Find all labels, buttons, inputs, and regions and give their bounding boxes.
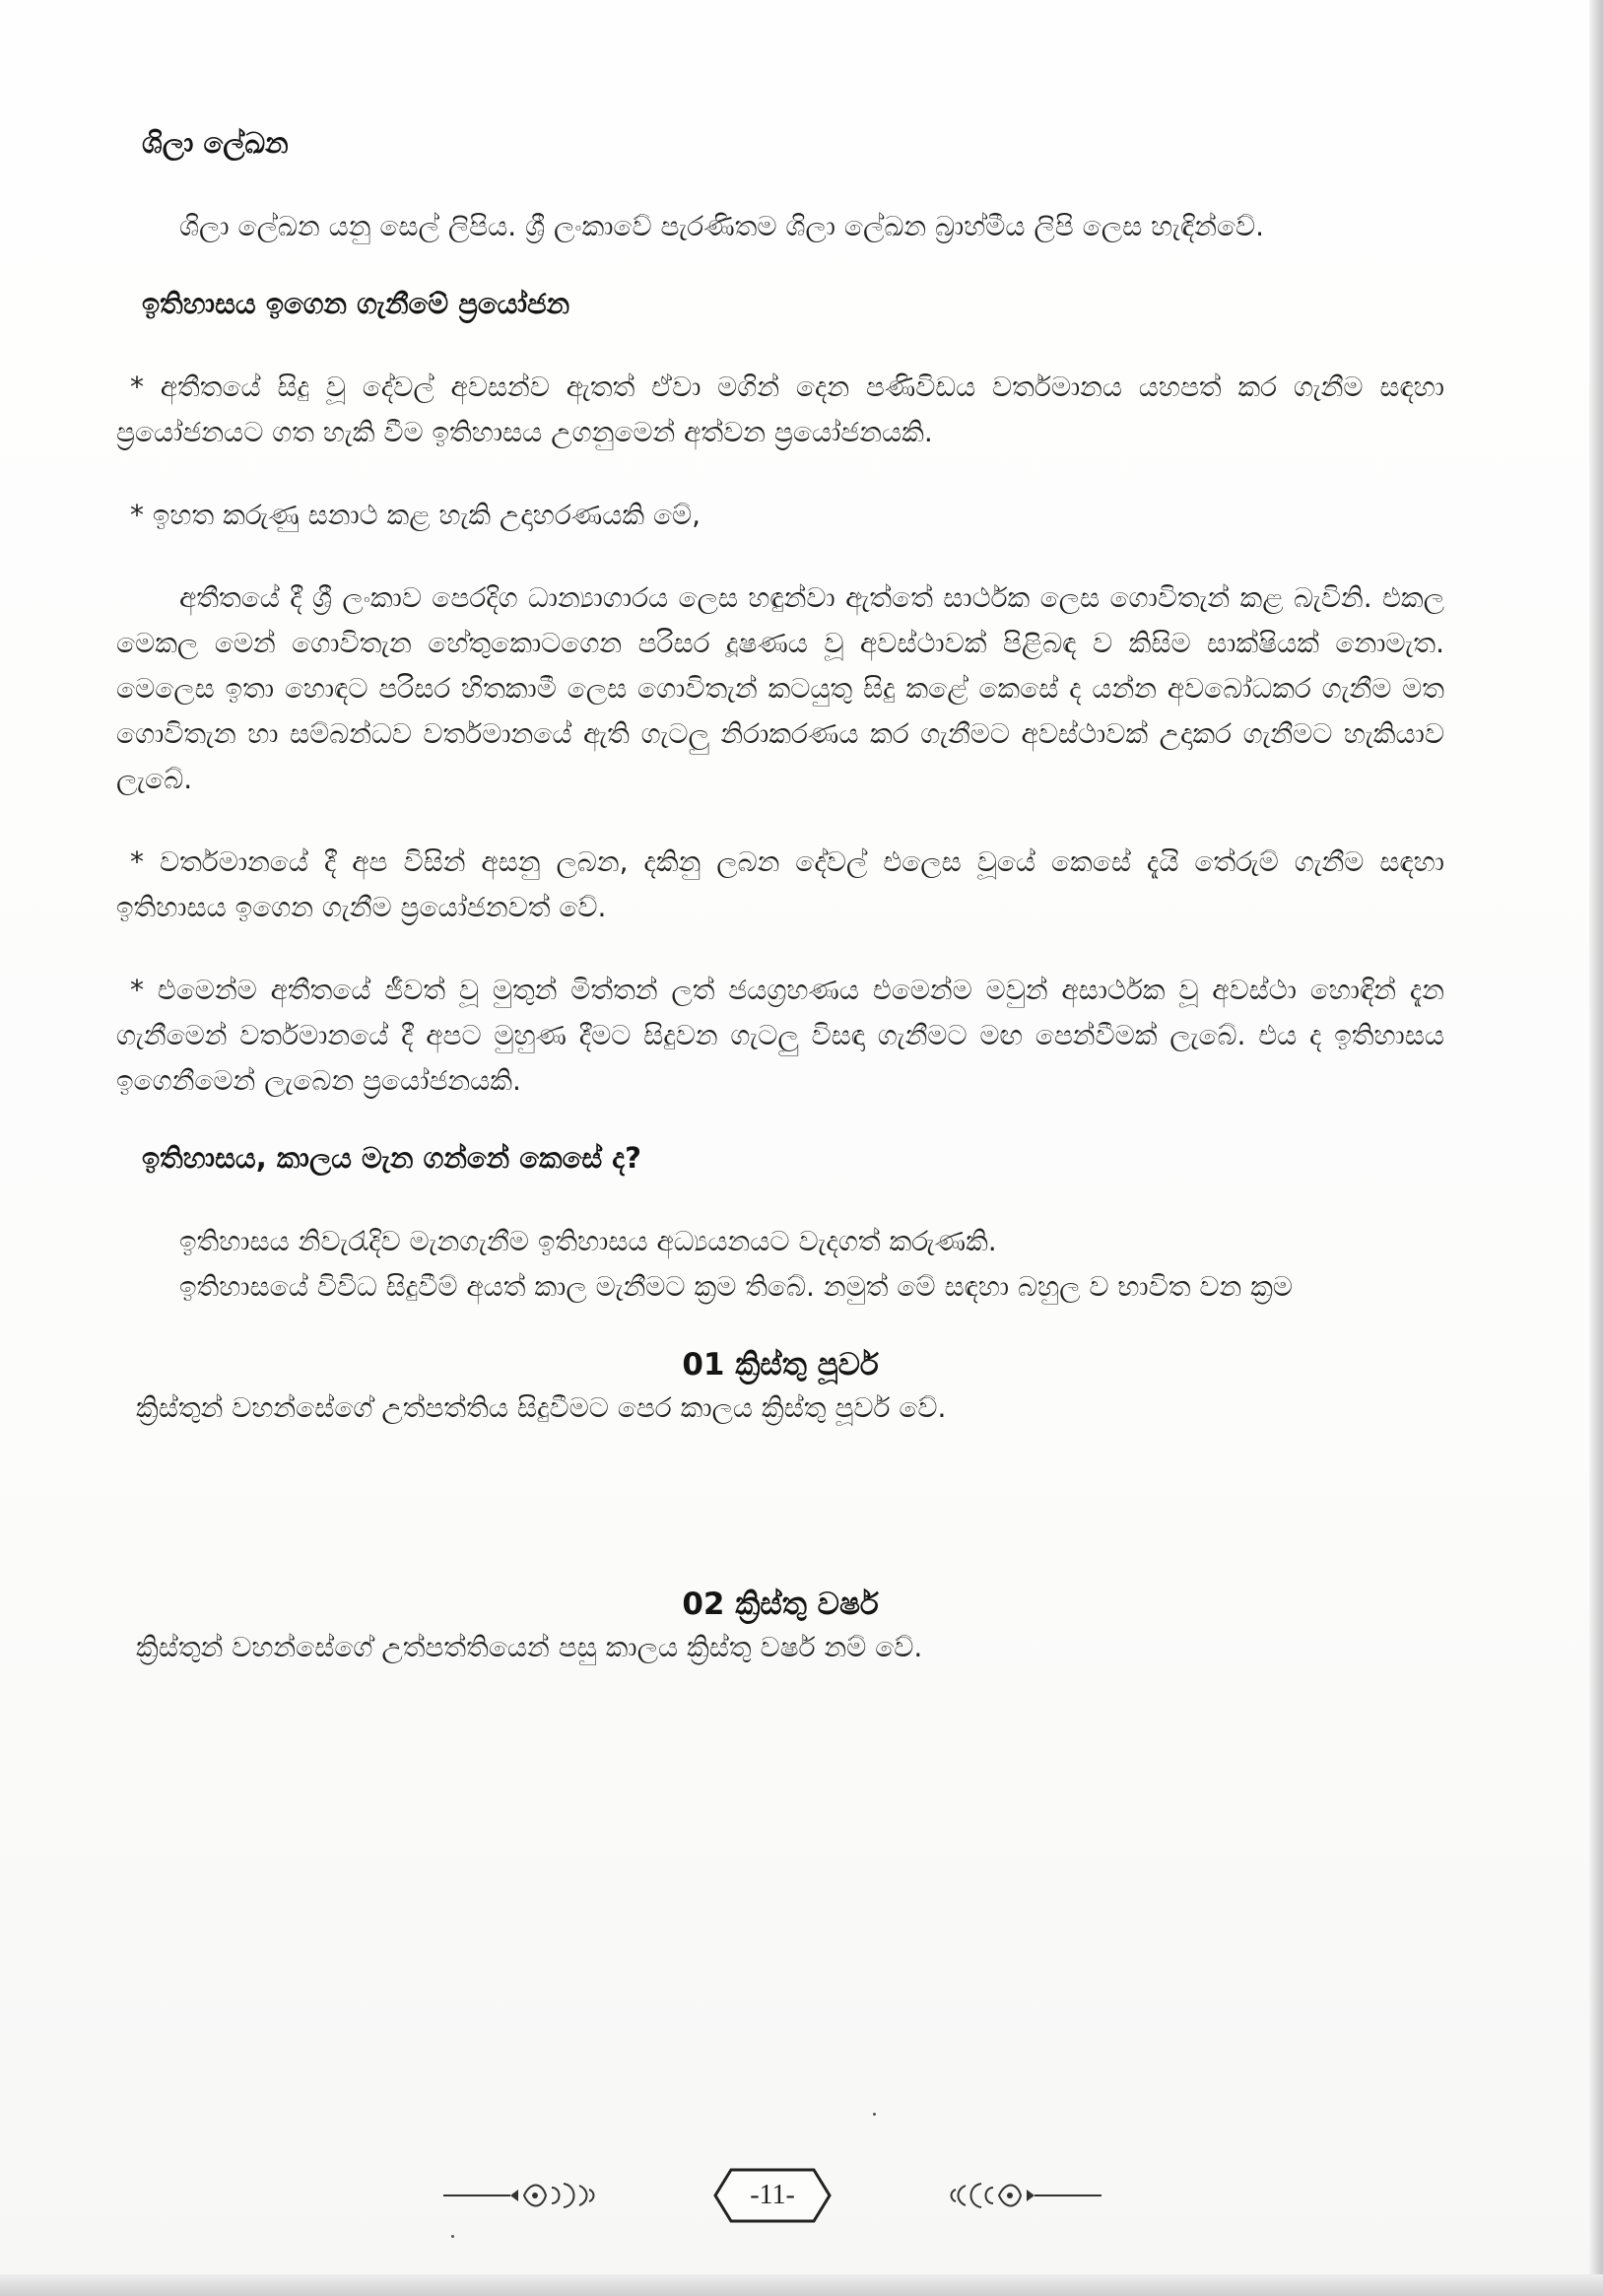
page-footer	[0, 2160, 1603, 2231]
vertical-spacer	[116, 1468, 1444, 1553]
page-edge-shadow-right	[1589, 0, 1603, 2296]
paragraph-benefit-4: * එමෙන්ම අතීතයේ ජීවත් වූ මුතුන් මිත්තන් ලත් ජයග්‍රහණය එමෙන්ම මවුන් අසාර්ථක වූ අවස්ථා හොඳින් දැන ගැනීමෙන් වර්තමානයේ දී අපට මුහුණ දීමට සිදුවන ගැටලු විසඳා ගැනීමට මඟ පෙන්වීමක් ලැබේ. එය ද ඉතිහාසය ඉගෙනීමෙන් ලැබෙන ප්‍රයෝජනයකි.	[116, 974, 1444, 1097]
page-number: -11-	[750, 2180, 795, 2210]
heading-measuring-time: ඉතිහාසය, කාලය මැන ගන්නේ කෙසේ ද?	[142, 1141, 641, 1175]
paragraph-bc: ක්‍රිස්තුන් වහන්සේගේ උත්පත්තිය සිදුවීමට පෙර කාලය ක්‍රිස්තු පූර්ව වේ.	[136, 1391, 947, 1424]
paragraph-ad: ක්‍රිස්තුන් වහන්සේගේ උත්පත්තියෙන් පසු කාලය ක්‍රිස්තු වර්ෂ නම් වේ.	[136, 1631, 923, 1663]
paragraph-time-1: ඉතිහාසය නිවැරැදිව මැනගැනීම ඉතිහාසය අධ්‍යයනයට වැදගත් කරුණකි.	[179, 1225, 997, 1257]
paragraph-benefit-3: * වර්තමානයේ දී අප විසින් අසනු ලබන, දකිනු ලබන දේවල් එලෙස වූයේ කෙසේ දැයි තේරුම් ගැනීම සඳහා ඉතිහාසය ඉගෙන ගැනීම ප්‍රයෝජනවත් වේ.	[116, 845, 1444, 923]
heading-ad: 02 ක්‍රිස්තු වර්ෂ	[682, 1587, 879, 1622]
scan-speck	[451, 2235, 454, 2238]
heading-benefits: ඉතිහාසය ඉගෙන ගැනීමේ ප්‍රයෝජන	[142, 287, 570, 320]
paragraph-benefit-2: * ඉහත කරුණු සනාථ කළ හැකි උදාහරණයකි මේ,	[130, 499, 701, 531]
heading-bc: 01 ක්‍රිස්තු පූර්ව	[682, 1347, 879, 1383]
paragraph-example: අතීතයේ දී ශ්‍රී ලංකාව පෙරදිග ධාන්‍යාගාරය ලෙස හඳුන්වා ඇත්තේ සාර්ථක ලෙස ගොවිතැන් කළ බැවිනි. එකල මෙකල මෙන් ගොවිතැන හේතුකොටගෙන පරිසර දූෂණය වූ අවස්ථාවක් පිළිබඳ ව කිසිම සාක්ෂියක් නොමැත. මෙලෙස ඉතා හොඳට පරිසර හිතකාමී ලෙස ගොවිතැන් කටයුතු සිදු කළේ කෙසේ ද යන්න අවබෝධකර ගැනීම මත ගොවිතැන හා සම්බන්ධව වර්තමානයේ ඇති ගැටලු නිරාකරණය කර ගැනීමට අවස්ථාවක් උදාකර ගැනීමට හැකියාව ලැබේ.	[116, 581, 1444, 795]
paragraph-benefit-1: * අතීතයේ සිදු වූ දේවල් අවසන්ව ඇතත් ඒවා මගින් දෙන පණිවිඩය වර්තමානය යහපත් කර ගැනීම සඳහා ප්‍රයෝජනයට ගත හැකි වීම ඉතිහාසය උගනුමෙන් අත්වන ප්‍රයෝජනයකි.	[116, 371, 1444, 448]
page-content	[116, 126, 1444, 1708]
page-edge-shadow-bottom	[0, 2274, 1603, 2296]
left-ornament-icon	[441, 2178, 609, 2213]
paragraph-time-2: ඉතිහාසයේ විවිධ සිදුවීම් අයත් කාල මැනීමට ක්‍රම තිබේ. නමුත් මේ සඳහා බහුල ව භාවිත වන ක්‍රම	[179, 1270, 1294, 1303]
right-ornament-icon	[936, 2178, 1103, 2213]
paragraph-shila-lekhana: ශිලා ලේඛන යනු සෙල් ලිපිය. ශ්‍රී ලංකාවේ පැරණිතම ශිලා ලේඛන බ්‍රාහ්මීය ලිපි ලෙස හැඳින්වේ.	[179, 210, 1265, 242]
heading-shila-lekhana: ශිලා ලේඛන	[142, 126, 289, 160]
scan-speck	[873, 2113, 876, 2116]
